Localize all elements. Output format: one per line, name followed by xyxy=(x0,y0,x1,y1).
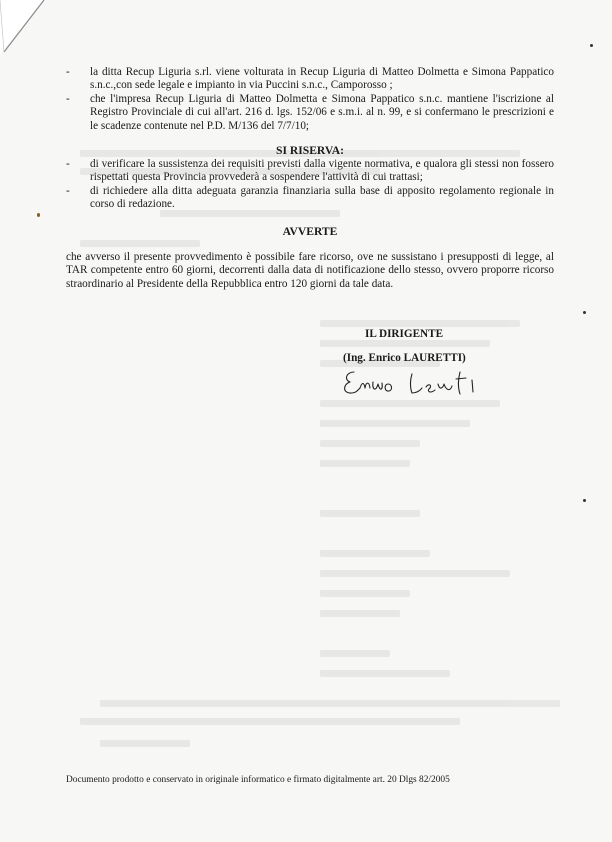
list-item: - la ditta Recup Liguria s.rl. viene volturata in Recup Liguria di Matteo Dolmetta e Simona Pappatico s.n.c.,con sede legale e impianto in via Puccini s.n.c., Camporosso ; xyxy=(66,66,554,92)
top-bullet-list xyxy=(66,66,554,133)
handwritten-signature xyxy=(340,366,490,402)
list-item-text: che l'impresa Recup Liguria di Matteo Dolmetta e Simona Pappatico s.n.c. mantiene l'iscrizione al Registro Provinciale di cui all'art. 216 d. lgs. 152/06 e s.m.i. al n. 99, e si confermano le prescrizioni e le scadenze contenute nel P.D. M/136 del 7/7/10; xyxy=(90,92,554,132)
scan-speck xyxy=(590,44,593,47)
folded-corner xyxy=(0,0,46,56)
list-item: - che l'impresa Recup Liguria di Matteo Dolmetta e Simona Pappatico s.n.c. mantiene l'iscrizione al Registro Provinciale di cui all'art. 216 d. lgs. 152/06 e s.m.i. al n. 99, e si confermano le prescrizioni e le scadenze contenute nel P.D. M/136 del 7/7/10; xyxy=(66,92,554,132)
footer-note: Documento prodotto e conservato in originale informatico e firmato digitalmente art. 20 Dlgs 82/2005 xyxy=(66,775,450,785)
avverte-paragraph: che avverso il presente provvedimento è possibile fare ricorso, ove ne sussistano i presupposti di legge, al TAR competente entro 60 giorni, decorrenti dalla data di notificazione dello stesso, ovvero proporre ricorso straordinario al Presidente della Repubblica entro 120 giorni da tale data. xyxy=(66,251,554,290)
signatory-title: IL DIRIGENTE xyxy=(365,328,444,340)
list-item: - di richiedere alla ditta adeguata garanzia finanziaria sulla base di apposito regolamento regionale in corso di redazione. xyxy=(66,184,554,211)
riserva-bullet-list xyxy=(66,158,554,212)
scan-speck xyxy=(583,499,586,502)
scan-speck xyxy=(583,311,586,314)
list-item-text: la ditta Recup Liguria s.rl. viene volturata in Recup Liguria di Matteo Dolmetta e Simona Pappatico s.n.c.,con sede legale e impianto in via Puccini s.n.c., Camporosso ; xyxy=(90,66,554,92)
list-item-text: di verificare la sussistenza dei requisiti previsti dalla vigente normativa, e qualora gli stessi non fossero rispettati questa Provincia provvederà a sospendere l'attività di cui trattasi; xyxy=(90,158,554,184)
list-item: - di verificare la sussistenza dei requisiti previsti dalla vigente normativa, e qualora gli stessi non fossero rispettati questa Provincia provvederà a sospendere l'attività di cui trattasi; xyxy=(66,158,554,184)
list-item-text: di richiedere alla ditta adeguata garanzia finanziaria sulla base di apposito regolamento regionale in corso di redazione. xyxy=(90,184,554,211)
section-heading-riserva: SI RISERVA: xyxy=(276,144,344,157)
signatory-name: (Ing. Enrico LAURETTI) xyxy=(343,352,466,364)
section-heading-avverte: AVVERTE xyxy=(282,225,338,238)
